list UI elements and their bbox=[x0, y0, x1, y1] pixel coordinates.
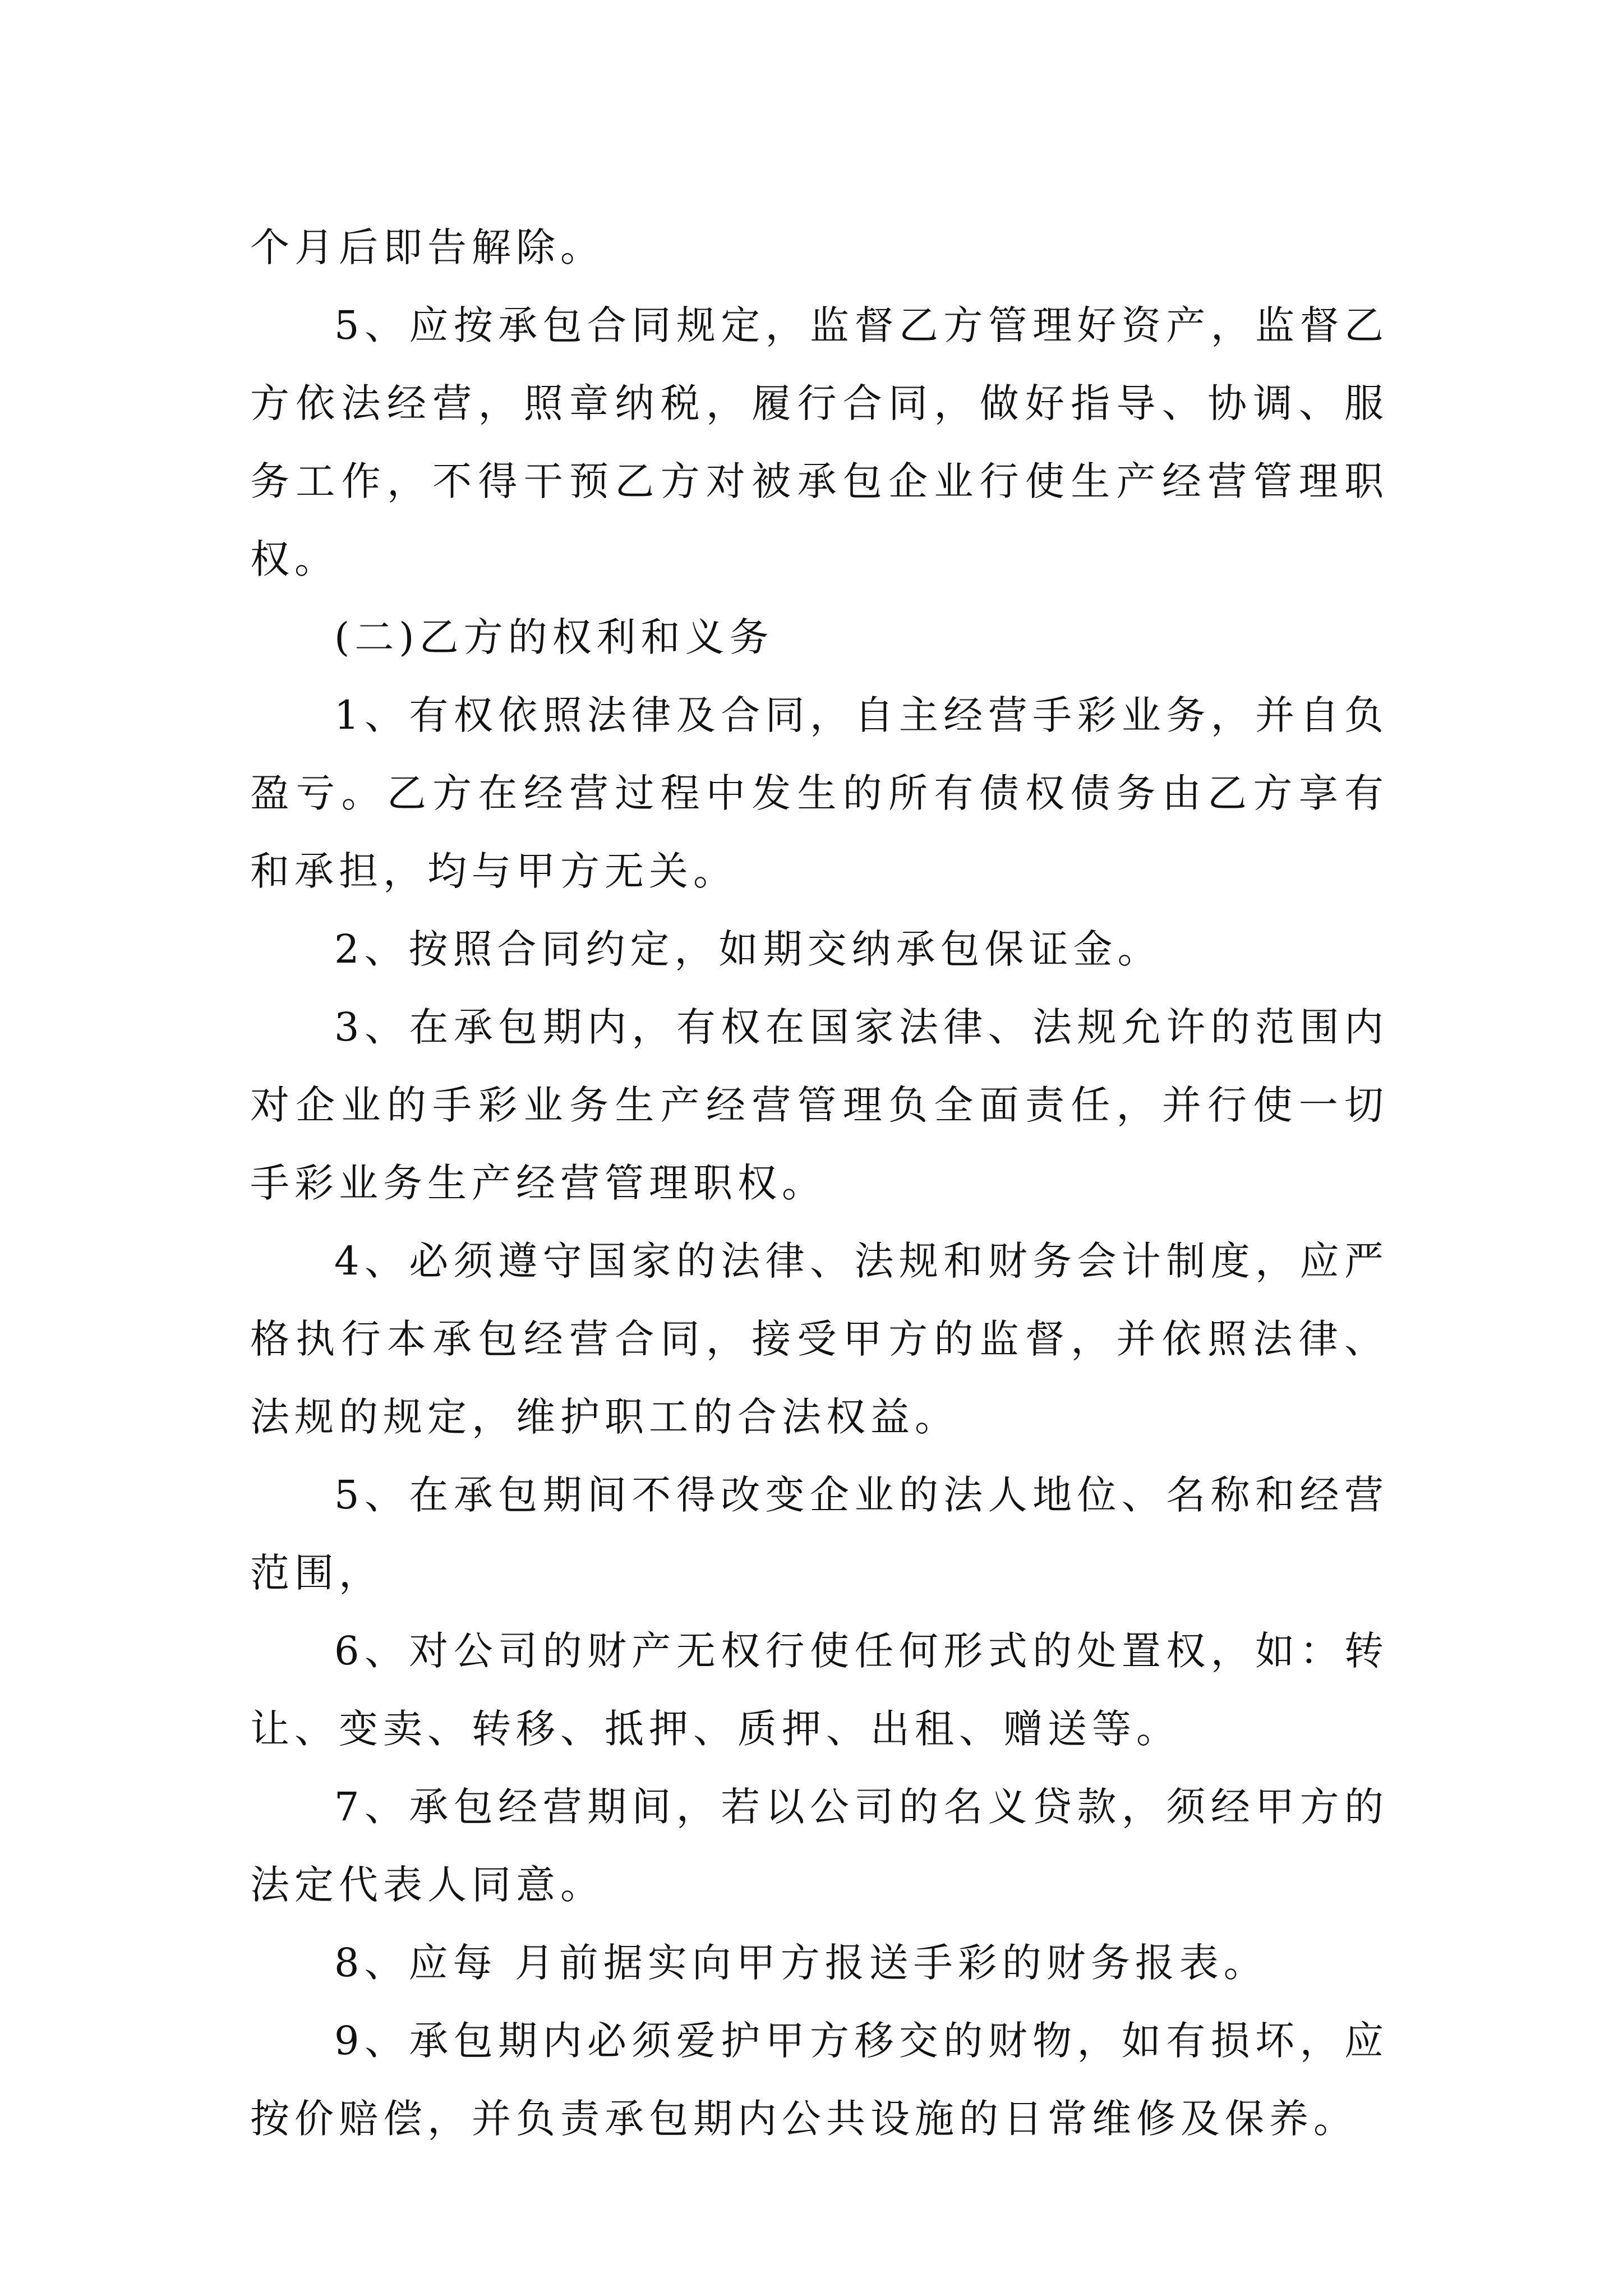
document-body bbox=[250, 209, 1389, 2158]
paragraph-party-b-item-7: 7、承包经营期间，若以公司的名义贷款，须经甲方的法定代表人同意。 bbox=[250, 1784, 1389, 1908]
paragraph-party-b-item-5: 5、在承包期间不得改变企业的法人地位、名称和经营范围， bbox=[250, 1472, 1389, 1596]
paragraph-continuation: 个月后即告解除。 bbox=[250, 224, 605, 270]
section-heading-party-b: (二)乙方的权利和义务 bbox=[334, 614, 774, 660]
paragraph-party-b-item-6: 6、对公司的财产无权行使任何形式的处置权，如：转让、变卖、转移、抵押、质押、出租、赠送等。 bbox=[250, 1628, 1389, 1752]
paragraph-party-b-item-2: 2、按照合同约定，如期交纳承包保证金。 bbox=[334, 926, 1162, 972]
paragraph-party-b-item-9: 9、承包期内必须爱护甲方移交的财物，如有损坏，应按价赔偿，并负责承包期内公共设施的日常维修及保养。 bbox=[250, 2018, 1389, 2142]
paragraph-party-b-item-8: 8、应每 月前据实向甲方报送手彩的财务报表。 bbox=[334, 1940, 1268, 1986]
paragraph-party-a-item-5: 5、应按承包合同规定，监督乙方管理好资产，监督乙方依法经营，照章纳税，履行合同，做好指导、协调、服务工作，不得干预乙方对被承包企业行使生产经营管理职权。 bbox=[250, 302, 1389, 582]
paragraph-party-b-item-1: 1、有权依照法律及合同，自主经营手彩业务，并自负盈亏。乙方在经营过程中发生的所有债权债务由乙方享有和承担，均与甲方无关。 bbox=[250, 692, 1389, 894]
paragraph-party-b-item-4: 4、必须遵守国家的法律、法规和财务会计制度，应严格执行本承包经营合同，接受甲方的监督，并依照法律、法规的规定，维护职工的合法权益。 bbox=[250, 1238, 1389, 1440]
paragraph-party-b-item-3: 3、在承包期内，有权在国家法律、法规允许的范围内对企业的手彩业务生产经营管理负全面责任，并行使一切手彩业务生产经营管理职权。 bbox=[250, 1004, 1389, 1206]
